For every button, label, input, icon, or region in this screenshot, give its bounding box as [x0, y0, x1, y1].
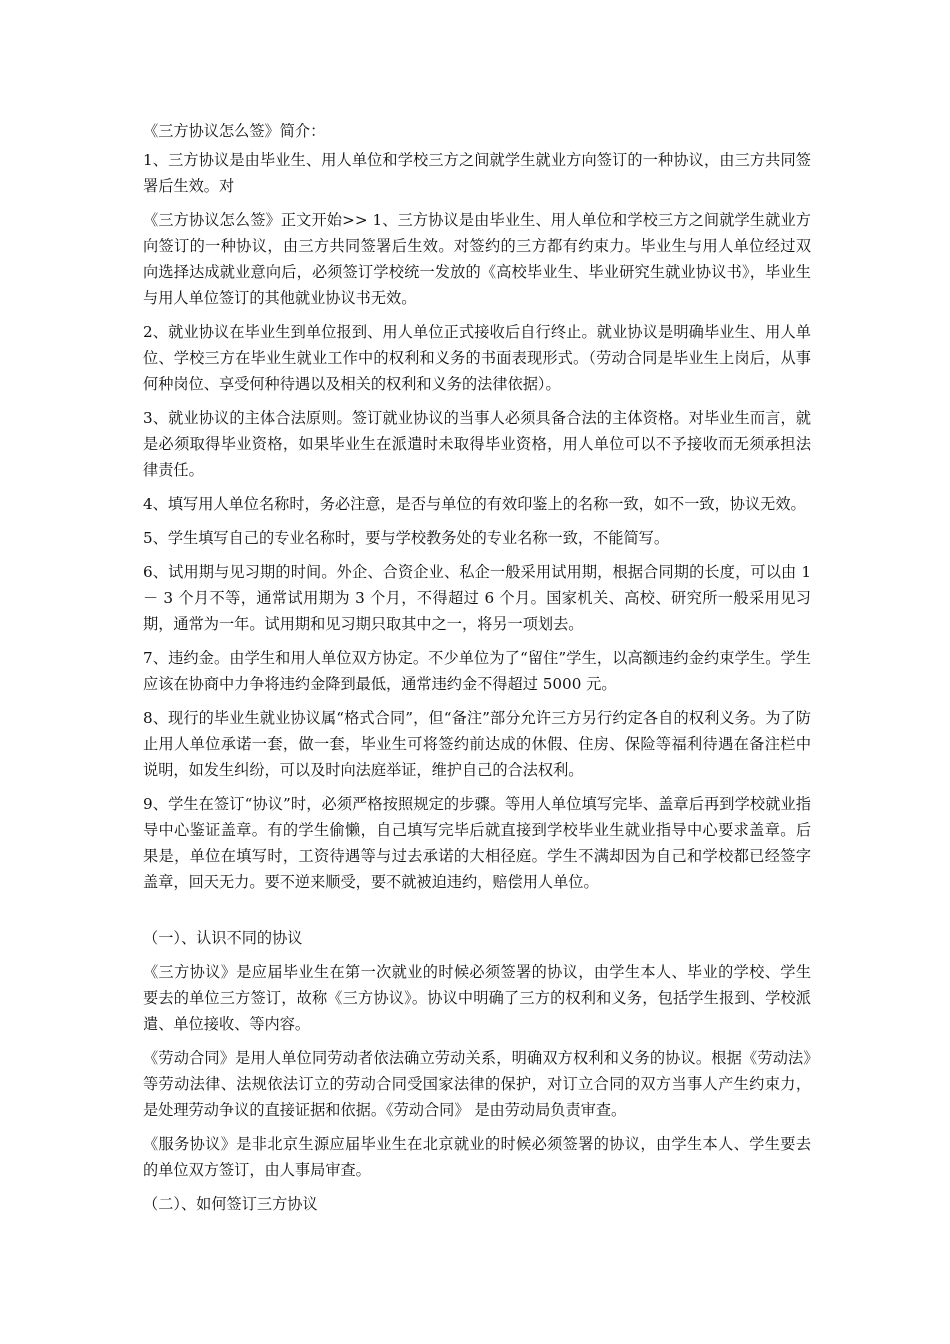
paragraph-4: 4、填写用人单位名称时，务必注意，是否与单位的有效印鉴上的名称一致，如不一致，协议无效。: [143, 495, 806, 513]
paragraph-7: 7、违约金。由学生和用人单位双方协定。不少单位为了“留住”学生，以高额违约金约束学生。学生应该在协商中力争将违约金降到最低，通常违约金不得超过 5000 元。: [143, 649, 811, 693]
intro-text: 1、三方协议是由毕业生、用人单位和学校三方之间就学生就业方向签订的一种协议，由三方共同签署后生效。对: [143, 151, 811, 195]
section-2-heading: （二）、如何签订三方协议: [143, 1195, 318, 1213]
intro-title: 《三方协议怎么签》简介：: [143, 122, 326, 140]
section-1-paragraph-2: 《劳动合同》是用人单位同劳动者依法确立劳动关系，明确双方权利和义务的协议。根据《劳动法》等劳动法律、法规依法订立的劳动合同受国家法律的保护，对订立合同的双方当事人产生约束力，是处理劳动争议的直接证据和依据。《劳动合同》 是由劳动局负责审查。: [143, 1049, 811, 1119]
paragraph-9: 9、学生在签订“协议”时，必须严格按照规定的步骤。等用人单位填写完毕、盖章后再到学校就业指导中心鉴证盖章。有的学生偷懒，自己填写完毕后就直接到学校毕业生就业指导中心要求盖章。后果是，单位在填写时，工资待遇等与过去承诺的大相径庭。学生不满却因为自己和学校都已经签字盖章，回天无力。要不逆来顺受，要不就被迫违约，赔偿用人单位。: [143, 795, 811, 891]
paragraph-6: 6、试用期与见习期的时间。外企、合资企业、私企一般采用试用期，根据合同期的长度，可以由 1 － 3 个月不等，通常试用期为 3 个月，不得超过 6 个月。国家机关、高校、研究所一般采用见习期，通常为一年。试用期和见习期只取其中之一，将另一项划去。: [143, 563, 811, 633]
section-1-paragraph-1: 《三方协议》是应届毕业生在第一次就业的时候必须签署的协议，由学生本人、毕业的学校、学生要去的单位三方签订，故称《三方协议》。协议中明确了三方的权利和义务，包括学生报到、学校派遣、单位接收、等内容。: [143, 963, 811, 1033]
paragraph-8: 8、现行的毕业生就业协议属“格式合同”，但“备注”部分允许三方另行约定各自的权利义务。为了防止用人单位承诺一套，做一套，毕业生可将签约前达成的休假、住房、保险等福利待遇在备注栏中说明，如发生纠纷，可以及时向法庭举证，维护自己的合法权利。: [143, 709, 811, 779]
document-page: [143, 118, 811, 1225]
paragraph-3: 3、就业协议的主体合法原则。签订就业协议的当事人必须具备合法的主体资格。对毕业生而言，就是必须取得毕业资格，如果毕业生在派遣时未取得毕业资格，用人单位可以不予接收而无须承担法律责任。: [143, 409, 811, 479]
paragraph-main-start: 《三方协议怎么签》正文开始>> 1、三方协议是由毕业生、用人单位和学校三方之间就学生就业方向签订的一种协议，由三方共同签署后生效。对签约的三方都有约束力。毕业生与用人单位经过双向选择达成就业意向后，必须签订学校统一发放的《高校毕业生、毕业研究生就业协议书》，毕业生与用人单位签订的其他就业协议书无效。: [143, 211, 811, 307]
section-spacer: [143, 903, 811, 925]
section-1-paragraph-3: 《服务协议》是非北京生源应届毕业生在北京就业的时候必须签署的协议，由学生本人、学生要去的单位双方签订，由人事局审查。: [143, 1135, 811, 1179]
paragraph-2: 2、就业协议在毕业生到单位报到、用人单位正式接收后自行终止。就业协议是明确毕业生、用人单位、学校三方在毕业生就业工作中的权利和义务的书面表现形式。（劳动合同是毕业生上岗后，从事何种岗位、享受何种待遇以及相关的权利和义务的法律依据）。: [143, 323, 811, 393]
section-1-heading: （一）、认识不同的协议: [143, 929, 303, 947]
paragraph-5: 5、学生填写自己的专业名称时，要与学校教务处的专业名称一致，不能简写。: [143, 529, 670, 547]
